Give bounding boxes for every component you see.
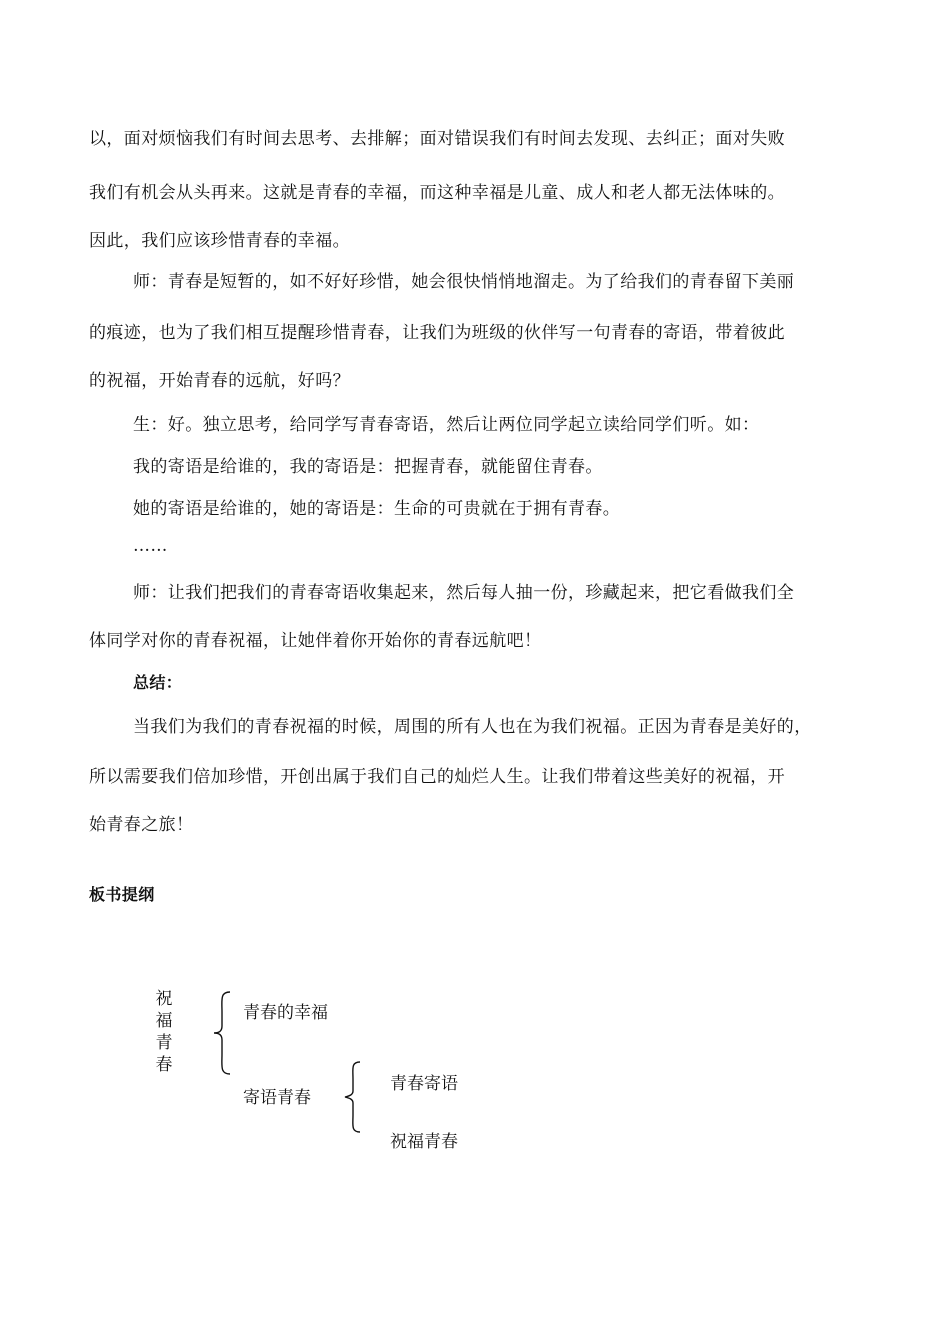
paragraph-line: 师：让我们把我们的青春寄语收集起来，然后每人抽一份，珍藏起来，把它看做我们全 — [133, 583, 795, 603]
ellipsis: …… — [133, 536, 168, 556]
outline-root-char: 福 — [155, 1011, 173, 1031]
paragraph-line: 的祝福，开始青春的远航，好吗？ — [89, 371, 350, 391]
paragraph-line: 体同学对你的青春祝福，让她伴着你开始你的青春远航吧！ — [89, 631, 542, 651]
brace-left-icon — [206, 990, 236, 1076]
paragraph-line: 生：好。独立思考，给同学写青春寄语，然后让两位同学起立读给同学们听。如： — [133, 415, 760, 435]
paragraph-line: 我的寄语是给谁的，我的寄语是：把握青春，就能留住青春。 — [133, 457, 603, 477]
paragraph-line: 她的寄语是给谁的，她的寄语是：生命的可贵就在于拥有青春。 — [133, 499, 621, 519]
outline-sub-2: 祝福青春 — [390, 1132, 458, 1152]
outline-root-char: 祝 — [155, 989, 173, 1009]
brace-sub-icon — [338, 1060, 368, 1134]
summary-line: 始青春之旅！ — [89, 815, 194, 835]
outline-root-char: 春 — [155, 1055, 173, 1075]
outline-heading: 板书提纲 — [89, 885, 155, 904]
outline-root-char: 青 — [155, 1033, 173, 1053]
paragraph-line: 师：青春是短暂的，如不好好珍惜，她会很快悄悄地溜走。为了给我们的青春留下美丽 — [133, 272, 795, 292]
paragraph-line: 我们有机会从头再来。这就是青春的幸福，而这种幸福是儿童、成人和老人都无法体味的。 — [89, 183, 785, 203]
summary-heading: 总结： — [133, 673, 183, 692]
outline-root — [154, 988, 174, 1076]
summary-line: 所以需要我们倍加珍惜，开创出属于我们自己的灿烂人生。让我们带着这些美好的祝福，开 — [89, 767, 785, 787]
paragraph-line: 因此，我们应该珍惜青春的幸福。 — [89, 231, 350, 251]
summary-line: 当我们为我们的青春祝福的时候，周围的所有人也在为我们祝福。正因为青春是美好的， — [133, 717, 812, 737]
outline-branch-1: 青春的幸福 — [243, 1003, 328, 1023]
outline-branch-2: 寄语青春 — [243, 1088, 311, 1108]
paragraph-line: 的痕迹，也为了我们相互提醒珍惜青春，让我们为班级的伙伴写一句青春的寄语，带着彼此 — [89, 323, 785, 343]
outline-sub-1: 青春寄语 — [390, 1074, 458, 1094]
paragraph-line: 以，面对烦恼我们有时间去思考、去排解；面对错误我们有时间去发现、去纠正；面对失败 — [89, 129, 785, 149]
